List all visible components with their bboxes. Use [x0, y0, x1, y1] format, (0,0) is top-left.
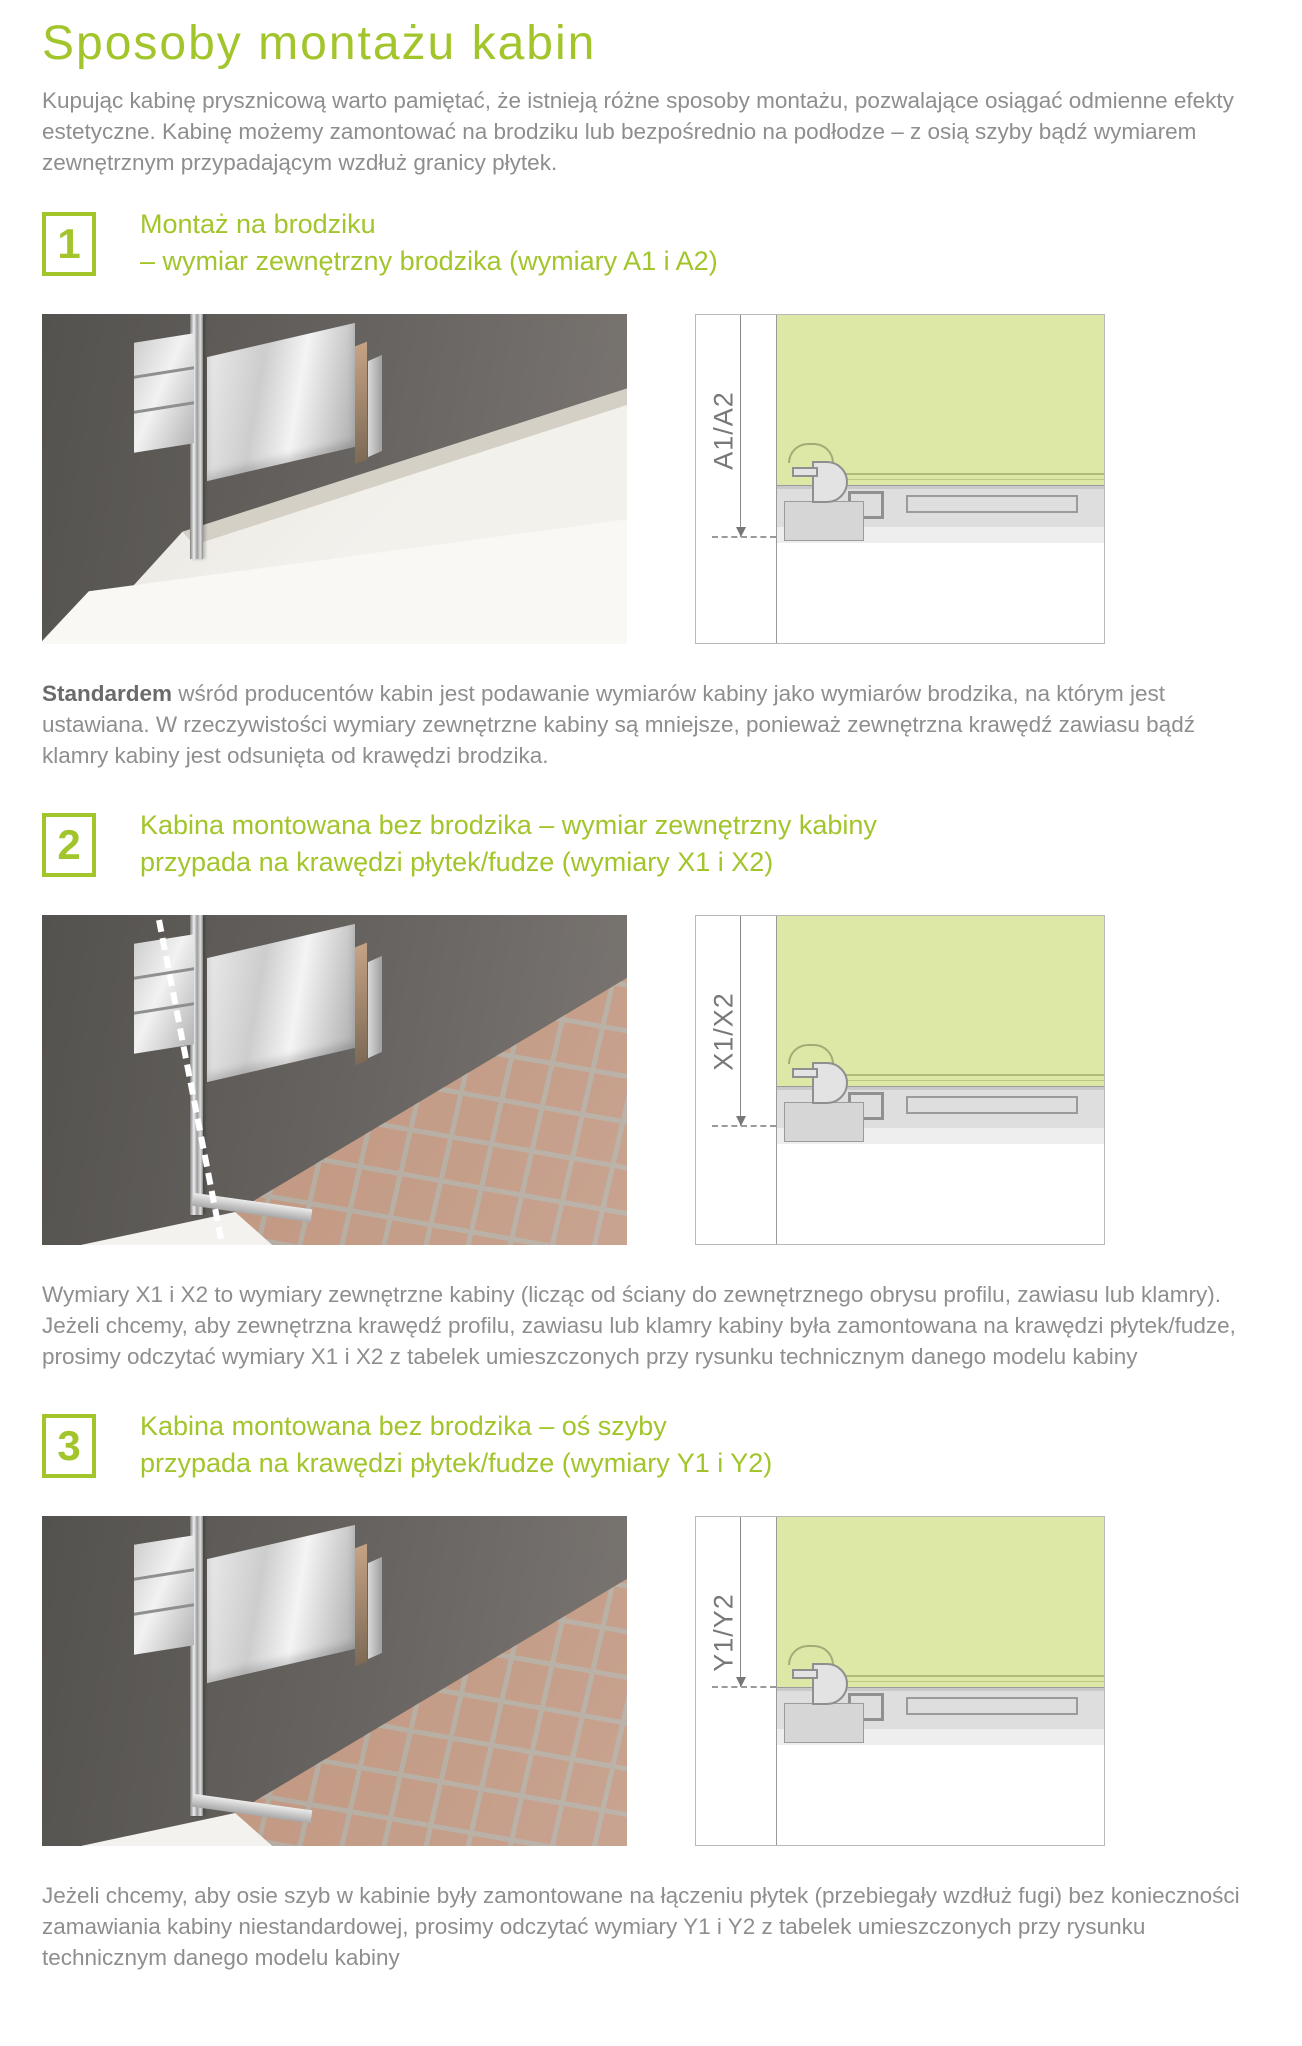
dimension-label: A1/A2 — [708, 391, 739, 470]
dimension-dashed-line — [712, 536, 776, 538]
dimension-dashed-line — [712, 1125, 776, 1127]
page-title: Sposoby montażu kabin — [42, 17, 597, 70]
hinge-plate-left — [134, 333, 194, 453]
section-2-diagram — [695, 915, 1105, 1245]
section-1-heading-line1: Montaż na brodziku — [140, 209, 376, 239]
hinge-bracket-cross-section — [792, 1669, 818, 1679]
tray-inner-channel — [906, 495, 1078, 513]
section-3-heading-line2: przypada na krawędzi płytek/fudze (wymiary Y1 i Y2) — [140, 1448, 773, 1478]
section-3-number-box: 3 — [42, 1414, 96, 1478]
dimension-line — [740, 1517, 741, 1687]
section-2-number-box: 2 — [42, 813, 96, 877]
section-1-photo-hinge-on-tray — [42, 314, 627, 644]
hinge-wall-bracket — [368, 1557, 382, 1659]
profile-block — [784, 501, 864, 541]
section-3-photo-hinge-on-tiles — [42, 1516, 627, 1846]
section-1-images — [42, 314, 1262, 644]
profile-block — [784, 1703, 864, 1743]
section-1-diagram — [695, 314, 1105, 644]
section-2-heading-line2: przypada na krawędzi płytek/fudze (wymiary X1 i X2) — [140, 847, 774, 877]
hinge-bracket-cross-section — [792, 467, 818, 477]
section-1-note-text: wśród producentów kabin jest podawanie wymiarów kabiny jako wymiarów brodzika, na którym jest ustawiana. W rzeczywistości wymiary zewnętrzne kabiny są mniejsze, ponieważ zewnętrzna krawędź zawiasu bądź klamry kabiny jest odsunięta od krawędzi brodzika. — [42, 681, 1195, 768]
tray-inner-channel — [906, 1697, 1078, 1715]
section-1-number-box: 1 — [42, 212, 96, 276]
section-2-heading — [140, 807, 877, 881]
section-1-note — [42, 678, 1262, 771]
section-1-heading — [140, 206, 718, 280]
tray-inner-channel — [906, 1096, 1078, 1114]
hinge-plate-edge — [355, 943, 367, 1066]
section-2-photo-hinge-on-tiles-dashed — [42, 915, 627, 1245]
section-3-images — [42, 1516, 1262, 1846]
section-3-heading — [140, 1408, 772, 1482]
section-2-header — [42, 807, 1262, 893]
section-1-note-bold-lead: Standardem — [42, 681, 173, 706]
section-3-heading-line1: Kabina montowana bez brodzika – oś szyby — [140, 1411, 667, 1441]
profile-block — [784, 1102, 864, 1142]
dimension-line — [740, 916, 741, 1126]
section-3-diagram — [695, 1516, 1105, 1846]
section-2-heading-line1: Kabina montowana bez brodzika – wymiar zewnętrzny kabiny — [140, 810, 877, 840]
section-1-heading-line2: – wymiar zewnętrzny brodzika (wymiary A1 i A2) — [140, 246, 718, 276]
hinge-bracket-cross-section — [792, 1068, 818, 1078]
section-3-note-text: Jeżeli chcemy, aby osie szyb w kabinie były zamontowane na łączeniu płytek (przebiegały wzdłuż fugi) bez konieczności zamawiania kabiny niestandardowej, prosimy odczytać wymiary Y1 i Y2 z tabelek umieszczonych przy rysunku technicznym danego modelu kabiny — [42, 1883, 1240, 1970]
section-2-note — [42, 1279, 1262, 1372]
section-2-note-text: Wymiary X1 i X2 to wymiary zewnętrzne kabiny (licząc od ściany do zewnętrznego obrysu profilu, zawiasu lub klamry). Jeżeli chcemy, aby zewnętrzna krawędź profilu, zawiasu lub klamry kabiny była zamontowana na krawędzi płytek/fudze, prosimy odczytać wymiary X1 i X2 z tabelek umieszczonych przy rysunku technicznym danego modelu kabiny — [42, 1282, 1236, 1369]
dimension-label: X1/X2 — [708, 992, 739, 1071]
dimension-label: Y1/Y2 — [708, 1593, 739, 1672]
section-2-images — [42, 915, 1262, 1245]
section-1-header — [42, 206, 1262, 292]
hinge-plate-right — [207, 323, 355, 481]
hinge-plate-left — [134, 1535, 194, 1655]
intro-paragraph: Kupując kabinę prysznicową warto pamiętać, że istnieją różne sposoby montażu, pozwalające osiągać odmienne efekty estetyczne. Kabinę możemy zamontować na brodziku lub bezpośrednio na podłodze – z osią szyby bądź wymiarem zewnętrznym przypadającym wzdłuż granicy płytek. — [42, 88, 1234, 175]
hinge-plate-edge — [355, 1544, 367, 1667]
hinge-plate-right — [207, 924, 355, 1082]
hinge-plate-right — [207, 1525, 355, 1683]
dimension-line — [740, 315, 741, 537]
section-3-note — [42, 1880, 1262, 1973]
hinge-wall-bracket — [368, 355, 382, 457]
hinge-wall-bracket — [368, 956, 382, 1058]
hinge-plate-edge — [355, 342, 367, 465]
section-3-header — [42, 1408, 1262, 1494]
